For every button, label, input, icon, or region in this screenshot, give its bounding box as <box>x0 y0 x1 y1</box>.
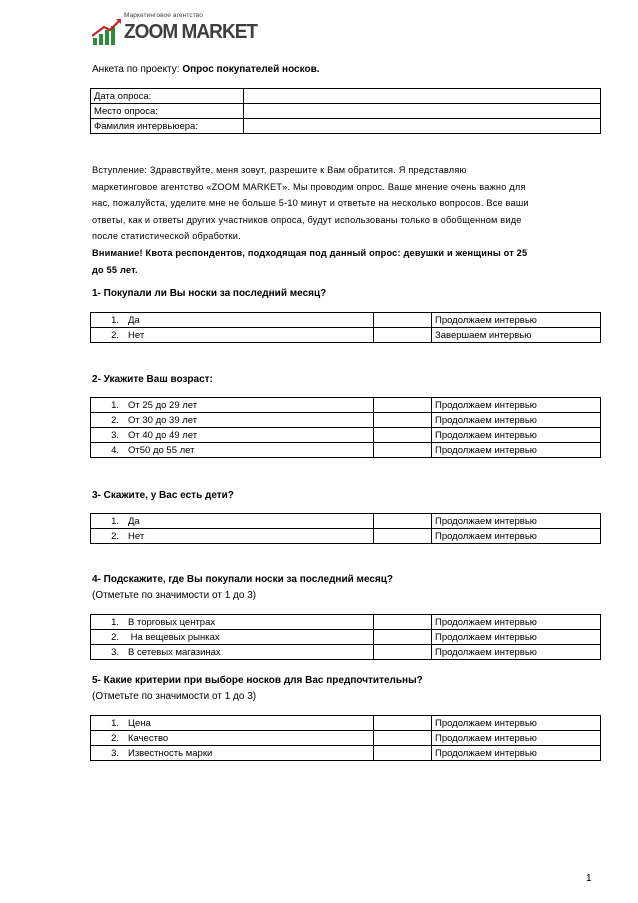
answer-option[interactable]: От 40 до 49 лет <box>128 429 198 441</box>
table-row <box>91 104 601 119</box>
intro-line: Вступление: Здравствуйте, меня зовут, разрешите к Вам обратится. Я представляю <box>92 165 467 175</box>
project-title: Опрос покупателей носков. <box>182 64 320 75</box>
answer-mark-cell[interactable] <box>374 731 432 746</box>
survey-info-table <box>90 88 601 134</box>
table-row[interactable] <box>91 746 601 761</box>
table-row <box>91 119 601 134</box>
question-title: 4- Подскажите, где Вы покупали носки за последний месяц? <box>92 574 394 585</box>
answer-option[interactable]: В торговых центрах <box>128 616 216 628</box>
answer-action: Продолжаем интервью <box>432 716 601 731</box>
question-title: 2- Укажите Ваш возраст: <box>92 374 213 385</box>
answer-action: Продолжаем интервью <box>432 746 601 761</box>
answer-number: 1. <box>111 515 119 527</box>
question-note: (Отметьте по значимости от 1 до 3) <box>92 691 257 702</box>
project-label: Анкета по проекту: <box>92 64 180 75</box>
answer-table <box>90 312 601 343</box>
question-title: 3- Скажите, у Вас есть дети? <box>92 490 234 501</box>
answer-number: 2. <box>111 631 119 643</box>
company-logo <box>92 12 258 48</box>
growth-chart-icon <box>92 18 122 46</box>
answer-option[interactable]: От 25 до 29 лет <box>128 399 198 411</box>
intro-paragraph <box>92 162 592 245</box>
answer-mark-cell[interactable] <box>374 716 432 731</box>
answer-option[interactable]: Известность марки <box>128 747 213 759</box>
table-row[interactable] <box>91 645 601 660</box>
info-label: Место опроса: <box>91 104 244 119</box>
answer-option[interactable]: Цена <box>128 717 151 729</box>
answer-number: 1. <box>111 399 119 411</box>
intro-line: нас, пожалуйста, уделите мне не больше 5-10 минут и ответьте на несколько вопросов. Все ваши <box>92 198 529 208</box>
answer-mark-cell[interactable] <box>374 413 432 428</box>
answer-action: Продолжаем интервью <box>432 731 601 746</box>
answer-number: 2. <box>111 530 119 542</box>
answer-action: Продолжаем интервью <box>432 514 601 529</box>
answer-action: Продолжаем интервью <box>432 645 601 660</box>
answer-mark-cell[interactable] <box>374 443 432 458</box>
info-value-field[interactable] <box>244 89 601 104</box>
answer-action: Продолжаем интервью <box>432 398 601 413</box>
table-row[interactable] <box>91 398 601 413</box>
table-row[interactable] <box>91 328 601 343</box>
intro-line: ответы, как и ответы других участников опроса, будут использованы только в обобщенном виде <box>92 214 522 225</box>
table-row[interactable] <box>91 428 601 443</box>
answer-number: 4. <box>111 444 119 456</box>
question-note: (Отметьте по значимости от 1 до 3) <box>92 590 257 601</box>
table-row[interactable] <box>91 615 601 630</box>
answer-option[interactable]: Нет <box>128 530 145 542</box>
answer-table <box>90 614 601 660</box>
table-row <box>91 89 601 104</box>
intro-line: после статистической обработки. <box>92 231 241 241</box>
answer-option[interactable]: Качество <box>128 732 169 744</box>
attention-note <box>92 245 592 278</box>
logo-brand: ZOOM MARKET <box>124 21 258 43</box>
attention-line: Внимание! Квота респондентов, подходящая под данный опрос: девушки и женщины от 25 <box>92 248 528 258</box>
answer-action: Продолжаем интервью <box>432 413 601 428</box>
info-label: Фамилия интервьюера: <box>91 119 244 134</box>
logo-tagline: Маркетинговое агентство <box>124 12 203 19</box>
answer-mark-cell[interactable] <box>374 398 432 413</box>
answer-number: 1. <box>111 717 119 729</box>
page-number: 1 <box>586 873 592 884</box>
answer-number: 2. <box>111 414 119 426</box>
answer-option[interactable]: От 30 до 39 лет <box>128 414 198 426</box>
answer-number: 3. <box>111 429 119 441</box>
table-row[interactable] <box>91 630 601 645</box>
answer-number: 3. <box>111 646 119 658</box>
question-title: 5- Какие критерии при выборе носков для Вас предпочтительны? <box>92 675 423 686</box>
answer-number: 1. <box>111 616 119 628</box>
info-value-field[interactable] <box>244 119 601 134</box>
answer-number: 2. <box>111 329 119 341</box>
answer-option[interactable]: От50 до 55 лет <box>128 444 195 456</box>
answer-table <box>90 397 601 458</box>
answer-table <box>90 715 601 761</box>
answer-action: Продолжаем интервью <box>432 313 601 328</box>
answer-mark-cell[interactable] <box>374 328 432 343</box>
project-header <box>92 63 320 76</box>
answer-action: Завершаем интервью <box>432 328 601 343</box>
intro-line: маркетинговое агентство «ZOOM MARKET». Мы проводим опрос. Ваше мнение очень важно для <box>92 181 526 192</box>
table-row[interactable] <box>91 443 601 458</box>
answer-action: Продолжаем интервью <box>432 428 601 443</box>
answer-mark-cell[interactable] <box>374 630 432 645</box>
info-label: Дата опроса: <box>91 89 244 104</box>
info-value-field[interactable] <box>244 104 601 119</box>
answer-option[interactable]: Да <box>128 314 140 326</box>
answer-mark-cell[interactable] <box>374 746 432 761</box>
answer-number: 2. <box>111 732 119 744</box>
answer-table <box>90 513 601 544</box>
answer-action: Продолжаем интервью <box>432 630 601 645</box>
answer-mark-cell[interactable] <box>374 514 432 529</box>
answer-mark-cell[interactable] <box>374 428 432 443</box>
answer-mark-cell[interactable] <box>374 615 432 630</box>
table-row[interactable] <box>91 529 601 544</box>
answer-number: 3. <box>111 747 119 759</box>
table-row[interactable] <box>91 514 601 529</box>
answer-option[interactable]: На вещевых рынках <box>128 631 220 643</box>
table-row[interactable] <box>91 716 601 731</box>
question-title: 1- Покупали ли Вы носки за последний месяц? <box>92 288 327 299</box>
answer-mark-cell[interactable] <box>374 645 432 660</box>
answer-action: Продолжаем интервью <box>432 615 601 630</box>
attention-line: до 55 лет. <box>92 264 138 275</box>
answer-option[interactable]: Да <box>128 515 140 527</box>
answer-number: 1. <box>111 314 119 326</box>
table-row[interactable] <box>91 413 601 428</box>
answer-mark-cell[interactable] <box>374 529 432 544</box>
answer-option[interactable]: В сетевых магазинах <box>128 646 221 658</box>
answer-mark-cell[interactable] <box>374 313 432 328</box>
answer-option[interactable]: Нет <box>128 329 145 341</box>
answer-action: Продолжаем интервью <box>432 529 601 544</box>
answer-action: Продолжаем интервью <box>432 443 601 458</box>
table-row[interactable] <box>91 313 601 328</box>
table-row[interactable] <box>91 731 601 746</box>
